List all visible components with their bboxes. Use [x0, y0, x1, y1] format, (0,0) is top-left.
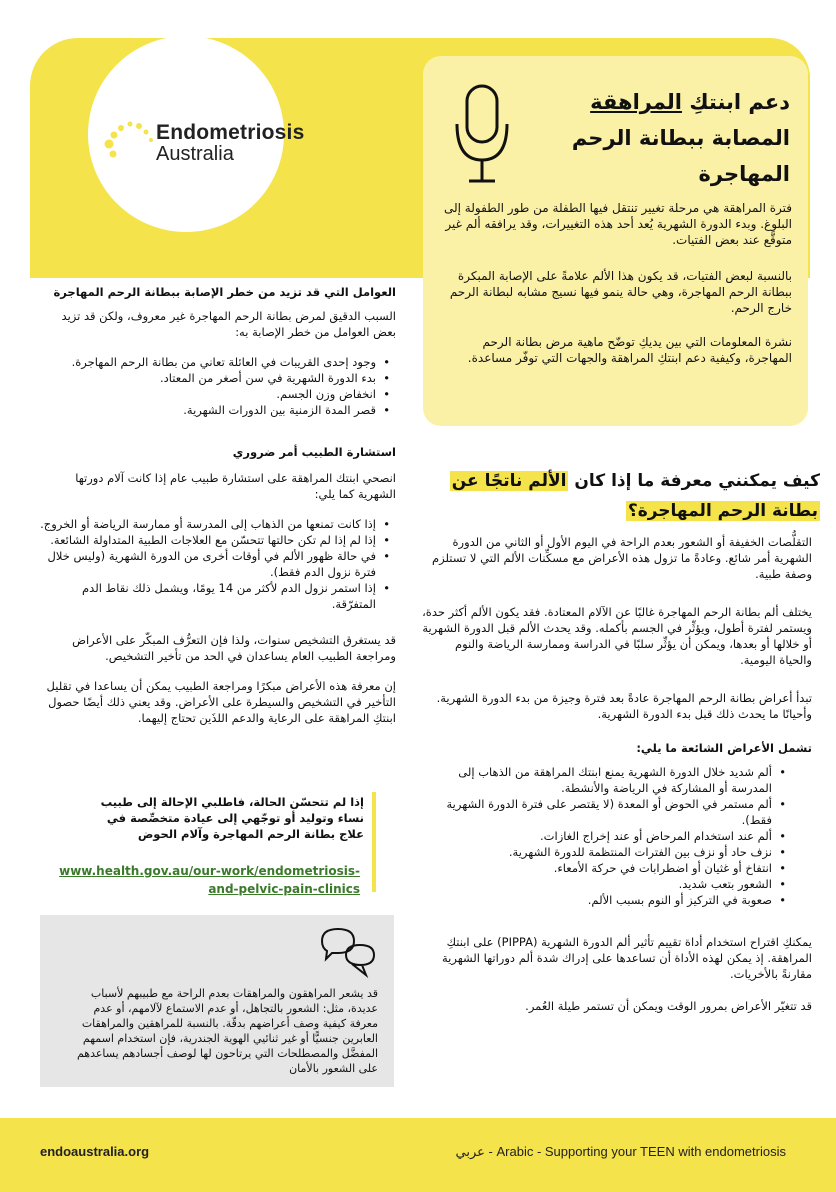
risk-intro: السبب الدقيق لمرض بطانة الرحم المهاجرة غير معروف، ولكن قد تزيد بعض العوامل من خطر الإصابة به: — [61, 309, 396, 339]
symptoms-p1: التقلُّصات الخفيفة أو الشعور بعدم الراحة في اليوم الأول أو الثاني من الدورة الشهرية أمر شائع. وعادةً ما تزول هذه الأعراض مع مسكِّنات الألم التي لا تستلزم وصفة طبية. — [432, 535, 812, 581]
symptoms-title — [420, 466, 820, 526]
risk-list — [40, 354, 396, 418]
doctor-section — [40, 444, 396, 726]
symptoms-title-pre: كيف يمكنني معرفة ما إذا كان — [568, 471, 820, 491]
list-item: • وجود إحدى القريبات في العائلة تعاني من بطانة الرحم المهاجرة. — [40, 354, 376, 370]
list-item: • إذا استمر نزول الدم لأكثر من 14 يومًا، ويشمل ذلك نقاط الدم المتفرّقة. — [40, 580, 376, 612]
footer-label: عربي - Arabic - Supporting your TEEN with endometriosis — [455, 1144, 786, 1159]
logo-text — [156, 122, 304, 164]
footer-website[interactable]: endoaustralia.org — [40, 1144, 150, 1159]
callout-bar — [372, 792, 376, 892]
list-item: • إذا كانت تمنعها من الذهاب إلى المدرسة أو ممارسة الرياضة أو الخروج. — [40, 516, 376, 532]
list-item: • ألم شديد خلال الدورة الشهرية يمنع ابنتك المراهقة من الذهاب إلى المدرسة أو المشاركة في الرياضة والأنشطة. — [422, 764, 772, 796]
risk-heading: العوامل التي قد تزيد من خطر الإصابة ببطانة الرحم المهاجرة — [53, 285, 396, 299]
logo-line-1: Endometriosis — [156, 121, 305, 144]
symptoms-title-post: بطانة الرحم المهاجرة؟ — [627, 501, 818, 521]
list-item: • انتفاخ أو غثيان أو اضطرابات في حركة الأمعاء. — [422, 860, 772, 876]
early-recognition-paragraph: إن معرفة هذه الأعراض مبكرًا ومراجعة الطبيب يمكن أن يساعدا في تقليل التأخير في التشخيص والسيطرة على الأعراض. وقد يعني ذلك أيضًا حصول ابنتكِ المراهقة على الرعاية والدعم اللذَين تحتاج إليهما. — [46, 679, 396, 725]
microphone-icon — [447, 80, 517, 190]
doctor-list — [40, 516, 396, 612]
graybox-text: قد يشعر المراهقون والمراهقات بعدم الراحة مع طبيبهم لأسباب عديدة، مثل: الشعور بالتجاهل، أو عدم الاستماع لآلامهم، أو عدم معرفة كيفية وصف أعراضهم بدقّة. بالنسبة للمراهقين والمراهقات العابرين جنسيًّا أو غير ثنائيي الهوية الجندرية، فإن استخدام اسمهم المفضَّل والمصطلحات التي يرتاحون لها لوصف أجسادهم يساعدهم على الشعور بالأمان — [76, 987, 378, 1075]
doctor-intro: انصحي ابنتك المراهقة على استشارة طبيب عام إذا كانت آلام دورتها الشهرية كما يلي: — [75, 471, 396, 501]
link-line-1[interactable]: www.health.gov.au/our-work/endometriosis- — [59, 864, 360, 878]
symptoms-list — [422, 764, 792, 908]
title-part-2: المراهقة — [590, 90, 682, 114]
list-item: • إذا لم إذا لم تكن حالتها تتحسّن مع العلاجات الطبية المتداولة الشائعة. — [40, 532, 376, 548]
chat-bubbles-icon — [318, 925, 378, 981]
pippa-paragraph: يمكنكِ اقتراح استخدام أداة تقييم تأثير ألم الدورة الشهرية (PIPPA) على ابنتكِ المراهقة. إذ يمكن لهذه الأداة أن تساعدها على إدراك شدة ألم دوراتها الشهرية مقارنةً بالأخريات. — [441, 935, 812, 981]
list-item: • انخفاض وزن الجسم. — [40, 386, 376, 402]
title-part-1: دعم ابنتكِ — [689, 90, 790, 114]
link-line-2[interactable]: and-pelvic-pain-clinics — [208, 882, 360, 896]
symptoms-title-highlight: الألم ناتجًا عن — [451, 471, 567, 491]
main-title — [530, 84, 790, 192]
logo-line-2: Australia — [156, 143, 234, 165]
list-item: • في حالة ظهور الألم في أوقات أخرى من الدورة الشهرية (وليس خلال فترة نزول الدم فقط). — [40, 548, 376, 580]
final-paragraph: قد تتغيّر الأعراض بمرور الوقت ويمكن أن تستمر طيلة العُمر. — [525, 999, 812, 1013]
intro-paragraph-1: فترة المراهقة هي مرحلة تغيير تنتقل فيها الطفلة من طور الطفولة إلى البلوغ. وبدء الدورة الشهرية يُعد أحد هذه التغييرات، وقد يرافقه ألم غير متوقَّع عند بعض الفتيات. — [443, 201, 792, 247]
health-clinics-link[interactable] — [50, 862, 360, 898]
list-item: • صعوبة في التركيز أو النوم بسبب الألم. — [422, 892, 772, 908]
referral-callout: إذا لم تتحسّن الحالة، فاطلبي الإحالة إلى طبيب نساء وتوليد أو توجّهي إلى عيادة متخصِّصة في علاج بطانة الرحم المهاجرة وآلام الحوض — [100, 795, 364, 841]
diagnosis-paragraph: قد يستغرق التشخيص سنوات، ولذا فإن التعرُّف المبكّر على الأعراض ومراجعة الطبيب العام يساعدان في الحد من تأخير التشخيص. — [72, 633, 396, 663]
intro-paragraph-3: نشرة المعلومات التي بين يديكِ توضّح ماهية مرض بطانة الرحم المهاجرة، وكيفية دعم ابنتكِ المراهقة والجهات التي توفّر مساعدة. — [467, 335, 792, 365]
intro-paragraph-2: بالنسبة لبعض الفتيات، قد يكون هذا الألم علامةً على الإصابة المبكرة ببطانة الرحم المهاجرة، وهي حالة ينمو فيها نسيج مشابه لبطانة الرحم خارج الرحم. — [449, 269, 792, 315]
list-item: • بدء الدورة الشهرية في سن أصغر من المعتاد. — [40, 370, 376, 386]
doctor-heading: استشارة الطبيب أمر ضروري — [232, 445, 396, 459]
list-item: • ألم عند استخدام المرحاض أو عند إخراج الغازات. — [422, 828, 772, 844]
logo-dots-icon — [100, 120, 160, 160]
common-symptoms-heading: تشمل الأعراض الشائعة ما يلي: — [636, 741, 812, 755]
list-item: • الشعور بتعب شديد. — [422, 876, 772, 892]
list-item: • ألم مستمر في الحوض أو المعدة (لا يقتصر على فترة الدورة الشهرية فقط). — [422, 796, 772, 828]
symptoms-p3: تبدأ أعراض بطانة الرحم المهاجرة عادةً بعد فترة وجيزة من بدء الدورة الشهرية. وأحيانًا ما يحدث ذلك قبل بدء الدورة الشهرية. — [436, 691, 812, 721]
risk-section — [40, 284, 396, 418]
symptoms-p2: يختلف ألم بطانة الرحم المهاجرة غالبًا عن الآلام المعتادة. فقد يكون الألم أكثر حدة، ويستمر لفترة أطول، ويؤثِّر في الجسم بأكمله. وقد يحدث الألم قبل الدورة الشهرية أو خلالها أو بعدها، ويمكن أن يؤثِّر سلبًا في الدراسة وممارسة الرياضة والنوم والحياة اليومية. — [422, 605, 812, 667]
list-item: • نزف حاد أو نزف بين الفترات المنتظمة للدورة الشهرية. — [422, 844, 772, 860]
list-item: • قصر المدة الزمنية بين الدورات الشهرية. — [40, 402, 376, 418]
title-part-3: المصابة ببطانة الرحم المهاجرة — [571, 126, 790, 186]
